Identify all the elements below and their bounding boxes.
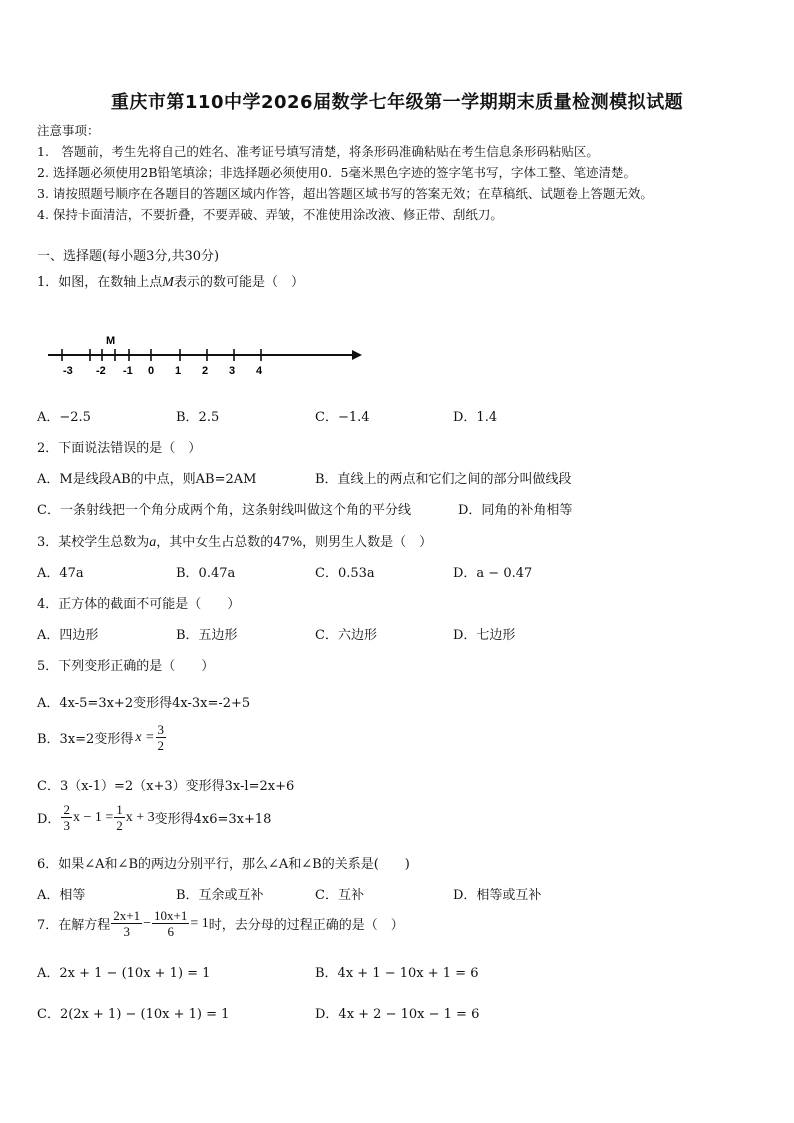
axis-tick-label: -3 [63, 365, 73, 377]
q3-option-c: C．0.53a [315, 566, 375, 581]
q6-option-d: D．相等或互补 [453, 888, 542, 903]
q1-post: 表示的数可能是（ ） [173, 275, 304, 290]
page-title: 重庆市第110中学2026届数学七年级第一学期期末质量检测模拟试题 [110, 92, 684, 113]
question-2-stem: 2．下面说法错误的是（ ） [37, 441, 202, 456]
question-6-stem: 6．如果∠A和∠B的两边分别平行，那么∠A和∠B的关系是( ) [37, 857, 410, 872]
axis-tick-label: 3 [229, 365, 236, 377]
q4-option-d: D．七边形 [453, 628, 516, 643]
notice-item: 4. 保持卡面清洁，不要折叠，不要弄破、弄皱，不准使用涂改液、修正带、刮纸刀。 [37, 207, 503, 222]
q6-option-c: C．互补 [315, 888, 364, 903]
q7-eq: = 1 [190, 915, 209, 931]
axis-tick-label: -2 [96, 365, 106, 377]
q3-option-d: D．a − 0.47 [453, 566, 533, 581]
q1-option-c: C．−1.4 [315, 410, 370, 425]
notice-item: 1. 答题前，考生先将自己的姓名、准考证号填写清楚，将条形码准确粘贴在考生信息条形码粘贴区。 [37, 144, 599, 159]
q5-option-b-fraction [156, 722, 167, 753]
q2-option-a: A．M是线段AB的中点，则AB=2AM [37, 472, 257, 487]
fraction-denominator: 3 [63, 818, 70, 833]
notice-item: 3. 请按照题号顺序在各题目的答题区域内作答，超出答题区域书写的答案无效；在草稿纸、试题卷上答题无效。 [37, 186, 653, 201]
section-heading: 一、选择题(每小题3分,共30分) [37, 249, 220, 264]
q5-option-d-fraction-2 [114, 802, 125, 833]
q4-option-b: B．五边形 [176, 628, 238, 643]
q2-option-b: B．直线上的两点和它们之间的部分叫做线段 [315, 472, 572, 487]
q3-option-b: B．0.47a [176, 566, 236, 581]
q2-option-c: C．一条射线把一个角分成两个角，这条射线叫做这个角的平分线 [37, 503, 411, 518]
fraction-numerator: 1 [116, 802, 123, 817]
axis-tick-label: -1 [123, 365, 133, 377]
q6-option-a: A．相等 [37, 888, 86, 903]
q4-option-c: C．六边形 [315, 628, 377, 643]
q3-post: ，其中女生占总数的47%，则男生人数是（ ） [156, 535, 433, 550]
question-4-stem: 4．正方体的截面不可能是（ ） [37, 597, 241, 612]
q7-post: 时，去分母的过程正确的是（ ） [208, 918, 404, 933]
q7-option-c: C．2(2x + 1) − (10x + 1) = 1 [37, 1007, 230, 1022]
q5-option-d-fraction-1 [61, 802, 72, 833]
q5-option-b [37, 722, 167, 753]
q7-option-d: D．4x + 2 − 10x − 1 = 6 [315, 1007, 480, 1022]
q5-option-b-x: x = [135, 729, 155, 745]
q5-option-d-label: D． [37, 812, 61, 827]
fraction-numerator: 10x+1 [154, 908, 188, 923]
fraction-numerator: 3 [157, 722, 164, 737]
q6-option-b: B．互余或互补 [176, 888, 264, 903]
q3-var: a [149, 535, 157, 550]
q5-option-b-text: B．3x=2变形得 [37, 732, 134, 747]
q5-option-a: A．4x-5=3x+2变形得4x-3x=-2+5 [37, 696, 251, 711]
q7-fraction-2 [152, 908, 189, 939]
q3-option-a: A．47a [37, 566, 84, 581]
question-5-stem: 5．下列变形正确的是（ ） [37, 659, 215, 674]
q4-option-a: A．四边形 [37, 628, 99, 643]
q7-pre: 7．在解方程 [37, 918, 111, 933]
fraction-denominator: 6 [167, 924, 174, 939]
q7-fraction-1 [111, 908, 142, 939]
axis-arrow-icon [352, 350, 362, 360]
q1-option-b: B．2.5 [176, 410, 220, 425]
fraction-denominator: 3 [123, 924, 130, 939]
point-m-label: M [106, 335, 116, 347]
notice-item: 2. 选择题必须使用2B铅笔填涂；非选择题必须使用0．5毫米黑色字迹的签字笔书写，字体工整、笔迹清楚。 [37, 165, 636, 180]
number-line-figure [40, 330, 370, 380]
fraction-numerator: 2 [63, 802, 70, 817]
fraction-denominator: 2 [116, 818, 123, 833]
q1-var: M [162, 275, 174, 290]
axis-tick-label: 1 [175, 365, 182, 377]
q1-option-a: A．−2.5 [37, 410, 91, 425]
notice-heading: 注意事项： [37, 123, 100, 138]
q5-option-d-mid: x − 1 = [72, 809, 114, 825]
fraction-denominator: 2 [157, 738, 164, 753]
axis-tick-label: 0 [148, 365, 155, 377]
q7-option-b: B．4x + 1 − 10x + 1 = 6 [315, 966, 479, 981]
q7-minus: − [143, 915, 152, 931]
question-1-stem [37, 271, 304, 291]
q2-option-d: D．同角的补角相等 [458, 503, 573, 518]
q3-pre: 3．某校学生总数为 [37, 535, 150, 550]
q5-option-d-post: 变形得4x6=3x+18 [154, 812, 272, 827]
q5-option-d [37, 802, 271, 833]
q5-option-d-tail: x + 3 [125, 809, 155, 825]
q7-option-a: A．2x + 1 − (10x + 1) = 1 [37, 966, 211, 981]
q1-option-d: D．1.4 [453, 410, 498, 425]
question-7-stem [37, 908, 404, 939]
axis-tick-label: 4 [256, 365, 263, 377]
q5-option-c: C．3（x-1）=2（x+3）变形得3x-l=2x+6 [37, 779, 295, 794]
q1-pre: 1．如图，在数轴上点 [37, 275, 163, 290]
fraction-numerator: 2x+1 [113, 908, 141, 923]
question-3-stem [37, 531, 432, 551]
axis-tick-label: 2 [202, 365, 209, 377]
